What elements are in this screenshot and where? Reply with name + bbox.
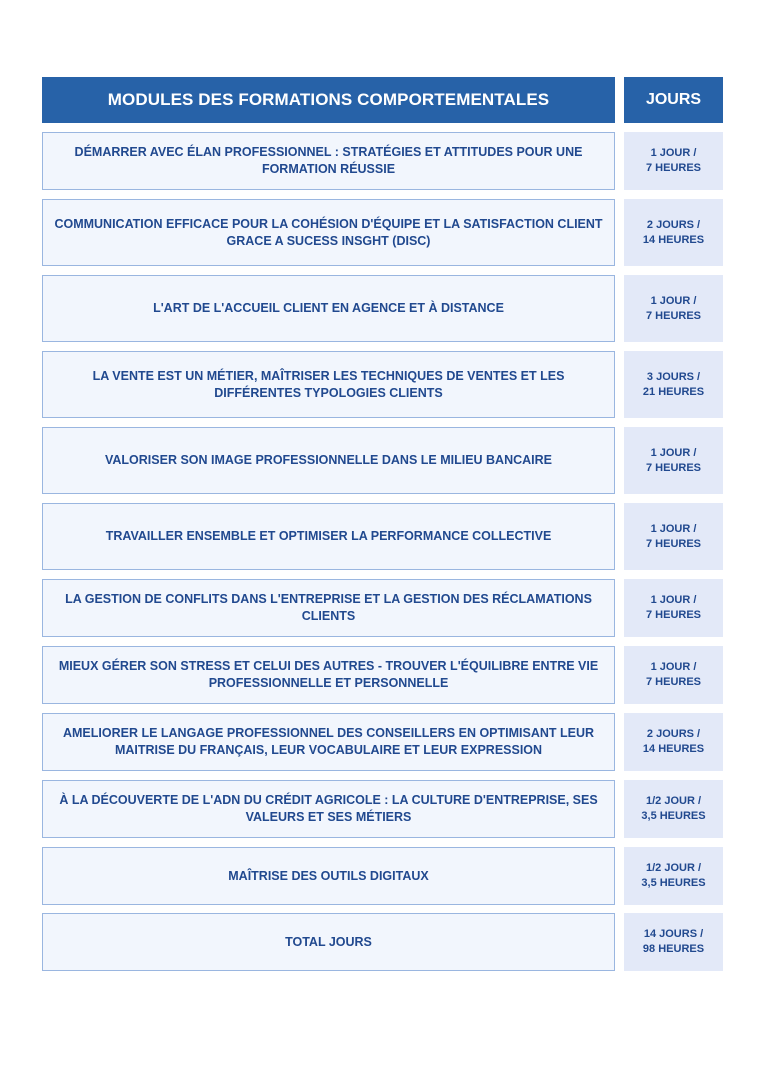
duration-days: 1 JOUR /: [650, 147, 697, 159]
duration-days: 1 JOUR /: [650, 594, 697, 606]
jours-column-header: JOURS: [624, 77, 723, 123]
module-cell: COMMUNICATION EFFICACE POUR LA COHÉSION D'ÉQUIPE ET LA SATISFACTION CLIENT GRACE A SUCESS INSGHT (DISC): [42, 199, 615, 266]
duration-cell: [624, 780, 723, 838]
module-cell: TRAVAILLER ENSEMBLE ET OPTIMISER LA PERFORMANCE COLLECTIVE: [42, 503, 615, 570]
total-duration-cell: [624, 913, 723, 971]
duration-cell: [624, 199, 723, 266]
duration-cell: [624, 427, 723, 494]
duration-days: 3 JOURS /: [646, 370, 701, 383]
duration-days: 1 JOUR /: [650, 661, 697, 673]
module-cell: AMELIORER LE LANGAGE PROFESSIONNEL DES CONSEILLERS EN OPTIMISANT LEUR MAITRISE DU FRANÇAIS, LEUR VOCABULAIRE ET LEUR EXPRESSION: [42, 713, 615, 771]
duration-cell: [624, 132, 723, 190]
duration-hours: 14 HEURES: [642, 743, 705, 755]
duration-hours: 7 HEURES: [645, 676, 702, 688]
duration-cell: [624, 579, 723, 637]
duration-cell: [624, 275, 723, 342]
module-cell: L'ART DE L'ACCUEIL CLIENT EN AGENCE ET À DISTANCE: [42, 275, 615, 342]
total-days: 14 JOURS /: [643, 928, 704, 940]
module-cell: MAÎTRISE DES OUTILS DIGITAUX: [42, 847, 615, 905]
duration-hours: 14 HEURES: [642, 233, 705, 246]
duration-hours: 3,5 HEURES: [641, 877, 706, 889]
duration-cell: [624, 847, 723, 905]
module-cell: LA GESTION DE CONFLITS DANS L'ENTREPRISE ET LA GESTION DES RÉCLAMATIONS CLIENTS: [42, 579, 615, 637]
duration-days: 2 JOURS /: [646, 728, 701, 740]
duration-hours: 7 HEURES: [645, 309, 702, 322]
duration-hours: 7 HEURES: [645, 162, 702, 174]
module-cell: VALORISER SON IMAGE PROFESSIONNELLE DANS LE MILIEU BANCAIRE: [42, 427, 615, 494]
modules-column-header: MODULES DES FORMATIONS COMPORTEMENTALES: [42, 77, 615, 123]
duration-hours: 21 HEURES: [642, 385, 705, 398]
duration-days: 1/2 JOUR /: [645, 795, 702, 807]
module-cell: À LA DÉCOUVERTE DE L'ADN DU CRÉDIT AGRICOLE : LA CULTURE D'ENTREPRISE, SES VALEURS ET SES MÉTIERS: [42, 780, 615, 838]
duration-hours: 3,5 HEURES: [641, 810, 706, 822]
duration-cell: [624, 713, 723, 771]
duration-cell: [624, 646, 723, 704]
duration-cell: [624, 503, 723, 570]
duration-days: 2 JOURS /: [646, 218, 701, 231]
module-cell: LA VENTE EST UN MÉTIER, MAÎTRISER LES TECHNIQUES DE VENTES ET LES DIFFÉRENTES TYPOLOGIES CLIENTS: [42, 351, 615, 418]
duration-days: 1 JOUR /: [650, 522, 697, 535]
duration-hours: 7 HEURES: [645, 609, 702, 621]
duration-days: 1/2 JOUR /: [645, 862, 702, 874]
total-label-cell: TOTAL JOURS: [42, 913, 615, 971]
duration-hours: 7 HEURES: [645, 461, 702, 474]
duration-cell: [624, 351, 723, 418]
module-cell: MIEUX GÉRER SON STRESS ET CELUI DES AUTRES - TROUVER L'ÉQUILIBRE ENTRE VIE PROFESSIONNELLE ET PERSONNELLE: [42, 646, 615, 704]
duration-days: 1 JOUR /: [650, 446, 697, 459]
duration-days: 1 JOUR /: [650, 294, 697, 307]
duration-hours: 7 HEURES: [645, 537, 702, 550]
module-cell: DÉMARRER AVEC ÉLAN PROFESSIONNEL : STRATÉGIES ET ATTITUDES POUR UNE FORMATION RÉUSSIE: [42, 132, 615, 190]
total-hours: 98 HEURES: [642, 943, 705, 955]
